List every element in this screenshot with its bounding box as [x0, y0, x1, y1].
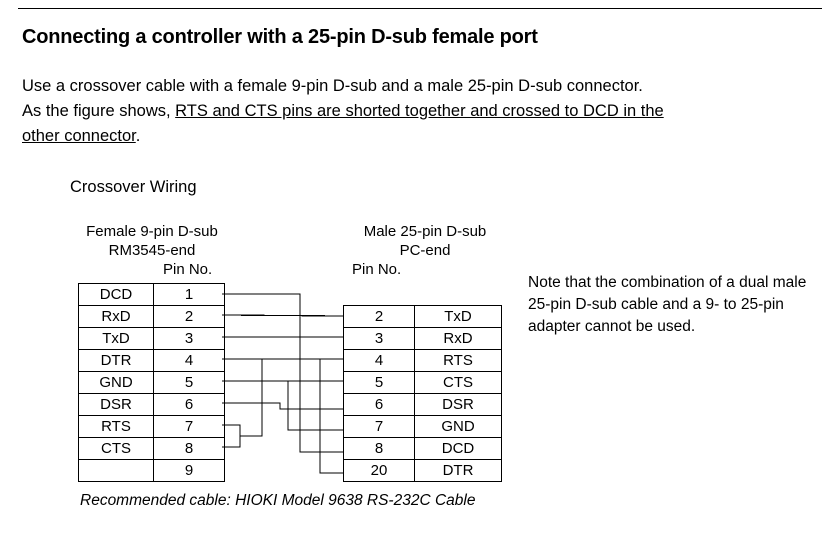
right-signal-cell: DSR	[415, 394, 502, 416]
left-connector-header-line-1: Female 9-pin D-sub	[86, 223, 218, 240]
left-connector-table	[78, 283, 225, 482]
left-pin-cell: 5	[154, 372, 225, 394]
left-pin-cell: 6	[154, 394, 225, 416]
right-signal-cell: DTR	[415, 460, 502, 482]
left-signal-cell: RTS	[79, 416, 154, 438]
left-pin-cell: 4	[154, 350, 225, 372]
intro-paragraph	[22, 74, 834, 149]
note-text: Note that the combination of a dual male 25-pin D-sub cable and a 9- to 25-pin adapter cannot be used.	[528, 274, 807, 335]
table-row	[79, 460, 225, 482]
table-row	[344, 416, 502, 438]
right-signal-cell: DCD	[415, 438, 502, 460]
left-signal-cell: DCD	[79, 284, 154, 306]
right-connector-table	[343, 305, 502, 482]
intro-line-3	[22, 124, 834, 149]
intro-line-2-plain: As the figure shows,	[22, 102, 176, 120]
intro-line-1: Use a crossover cable with a female 9-pin D-sub and a male 25-pin D-sub connector.	[22, 77, 643, 95]
intro-line-3-tail: .	[135, 127, 141, 145]
right-pin-cell: 20	[344, 460, 415, 482]
right-pin-cell: 6	[344, 394, 415, 416]
right-connector-header-line-1: Male 25-pin D-sub	[363, 223, 487, 240]
intro-line-2	[22, 99, 834, 124]
table-row	[79, 416, 225, 438]
left-signal-cell: GND	[79, 372, 154, 394]
right-connector-header	[335, 222, 515, 260]
table-row	[79, 284, 225, 306]
table-row	[344, 350, 502, 372]
table-row	[344, 306, 502, 328]
table-row	[344, 394, 502, 416]
right-pin-cell: 7	[344, 416, 415, 438]
table-row	[344, 438, 502, 460]
intro-line-2-underlined: RTS and CTS pins are shorted together and crossed to DCD in the	[175, 102, 664, 120]
right-pin-cell: 8	[344, 438, 415, 460]
section-label-crossover-wiring: Crossover Wiring	[70, 178, 197, 196]
left-signal-cell: DSR	[79, 394, 154, 416]
table-row	[344, 328, 502, 350]
table-row	[79, 328, 225, 350]
right-pin-cell: 2	[344, 306, 415, 328]
left-signal-cell: CTS	[79, 438, 154, 460]
table-row	[79, 372, 225, 394]
left-signal-cell: DTR	[79, 350, 154, 372]
left-pin-cell: 9	[154, 460, 225, 482]
right-signal-cell: RxD	[415, 328, 502, 350]
left-connector-header	[62, 222, 242, 260]
left-signal-cell: TxD	[79, 328, 154, 350]
table-row	[344, 372, 502, 394]
right-connector-header-line-2: PC-end	[399, 242, 451, 259]
page-title: Connecting a controller with a 25-pin D-sub female port	[22, 26, 538, 48]
table-row	[79, 438, 225, 460]
right-pin-cell: 4	[344, 350, 415, 372]
right-signal-cell: GND	[415, 416, 502, 438]
left-pin-cell: 3	[154, 328, 225, 350]
right-signal-cell: TxD	[415, 306, 502, 328]
right-signal-cell: RTS	[415, 350, 502, 372]
right-pin-cell: 5	[344, 372, 415, 394]
right-pin-no-label: Pin No.	[352, 261, 402, 278]
right-signal-cell: CTS	[415, 372, 502, 394]
left-connector-rows	[79, 284, 225, 482]
left-pin-no-label: Pin No.	[163, 261, 213, 278]
left-signal-cell	[79, 460, 154, 482]
table-row	[344, 460, 502, 482]
recommended-cable-caption: Recommended cable: HIOKI Model 9638 RS-232C Cable	[80, 492, 476, 509]
right-connector-rows	[344, 306, 502, 482]
intro-line-3-underlined: other connector	[22, 127, 136, 145]
left-pin-cell: 8	[154, 438, 225, 460]
left-pin-cell: 7	[154, 416, 225, 438]
table-row	[79, 394, 225, 416]
left-connector-header-line-2: RM3545-end	[108, 242, 196, 259]
left-pin-cell: 2	[154, 306, 225, 328]
left-pin-cell: 1	[154, 284, 225, 306]
table-row	[79, 306, 225, 328]
page-top-divider	[18, 8, 822, 9]
right-pin-cell: 3	[344, 328, 415, 350]
table-row	[79, 350, 225, 372]
left-signal-cell: RxD	[79, 306, 154, 328]
